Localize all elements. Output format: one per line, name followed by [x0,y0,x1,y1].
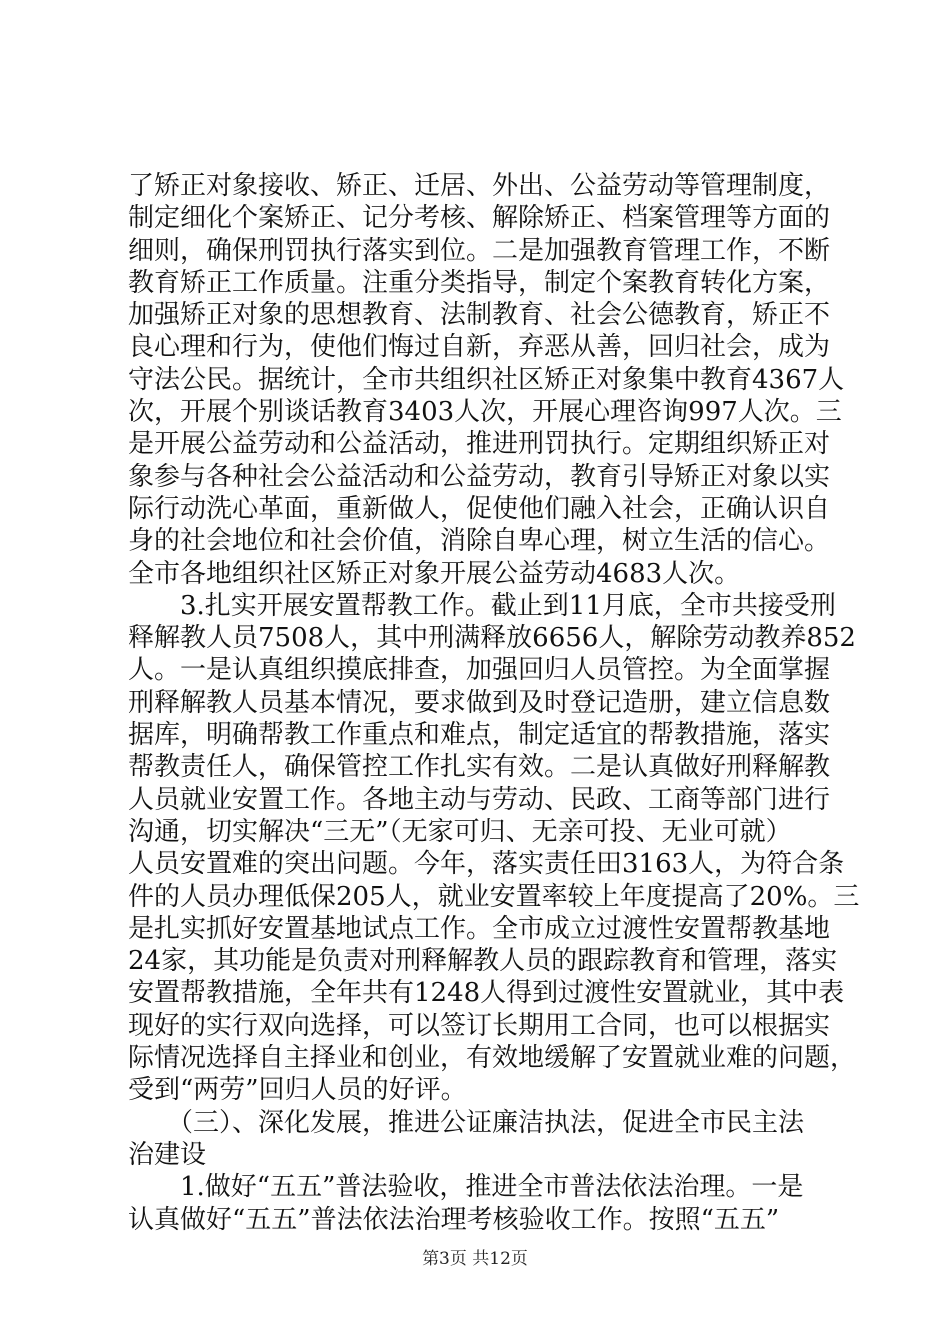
text-line: 守法公民。据统计，全市共组织社区矫正对象集中教育4367人 [128,364,845,395]
text-line: 件的人员办理低保205人，就业安置率较上年度提高了20%。三 [128,881,860,912]
text-line: 帮教责任人，确保管控工作扎实有效。二是认真做好刑释解教 [128,752,831,783]
text-line: 全市各地组织社区矫正对象开展公益劳动4683人次。 [128,558,741,589]
text-line: 际行动洗心革面，重新做人，促使他们融入社会，正确认识自 [128,493,831,524]
text-line: 认真做好“五五”普法依法治理考核验收工作。按照“五五” [128,1204,780,1235]
text-line: 据库，明确帮教工作重点和难点，制定适宜的帮教措施，落实 [128,720,831,751]
text-line: 释解教人员7508人，其中刑满释放6656人，解除劳动教养852 [128,623,856,654]
text-line: 是扎实抓好安置基地试点工作。全市成立过渡性安置帮教基地 [128,913,831,944]
section-heading-line: （三）、深化发展，推进公证廉洁执法，促进全市民主法 [128,1107,805,1138]
text-line: 了矫正对象接收、矫正、迁居、外出、公益劳动等管理制度， [128,171,831,201]
page-footer [0,1244,950,1269]
text-line: 良心理和行为，使他们悔过自新，弃恶从善，回归社会，成为 [128,332,831,363]
text-line: 沟通，切实解决“三无”（无家可归、无亲可投、无业可就） [128,816,792,847]
text-line: 1.做好“五五”普法验收，推进全市普法依法治理。一是 [128,1172,804,1203]
text-line: 次，开展个别谈话教育3403人次，开展心理咨询997人次。三 [128,397,842,428]
text-line: 人员就业安置工作。各地主动与劳动、民政、工商等部门进行 [128,784,831,815]
text-line: 受到“两劳”回归人员的好评。 [128,1075,467,1106]
text-line: 24家，其功能是负责对刑释解教人员的跟踪教育和管理，落实 [128,946,838,977]
text-line: 刑释解教人员基本情况，要求做到及时登记造册，建立信息数 [128,687,831,718]
text-line: 人。一是认真组织摸底排查，加强回归人员管控。为全面掌握 [128,655,831,686]
text-line: 教育矫正工作质量。注重分类指导，制定个案教育转化方案， [128,267,831,298]
text-line: 现好的实行双向选择，可以签订长期用工合同，也可以根据实 [128,1010,831,1041]
text-line: 制定细化个案矫正、记分考核、解除矫正、档案管理等方面的 [128,203,831,234]
text-line: 安置帮教措施，全年共有1248人得到过渡性安置就业，其中表 [128,978,845,1009]
section-heading-line: 治建设 [128,1139,207,1170]
text-line: 加强矫正对象的思想教育、法制教育、社会公德教育，矫正不 [128,300,831,331]
text-line: 身的社会地位和社会价值，消除自卑心理，树立生活的信心。 [128,526,831,557]
body-text [128,170,860,1236]
text-line: 细则，确保刑罚执行落实到位。二是加强教育管理工作，不断 [128,235,831,266]
text-line: 是开展公益劳动和公益活动，推进刑罚执行。定期组织矫正对 [128,429,831,460]
text-line: 人员安置难的突出问题。今年，落实责任田3163人，为符合条 [128,849,845,880]
page-number-label: 第3页 共12页 [422,1249,528,1269]
text-line: 3.扎实开展安置帮教工作。截止到11月底，全市共接受刑 [128,590,836,621]
text-line: 象参与各种社会公益活动和公益劳动，教育引导矫正对象以实 [128,461,831,492]
text-line: 际情况选择自主择业和创业，有效地缓解了安置就业难的问题， [128,1043,857,1074]
